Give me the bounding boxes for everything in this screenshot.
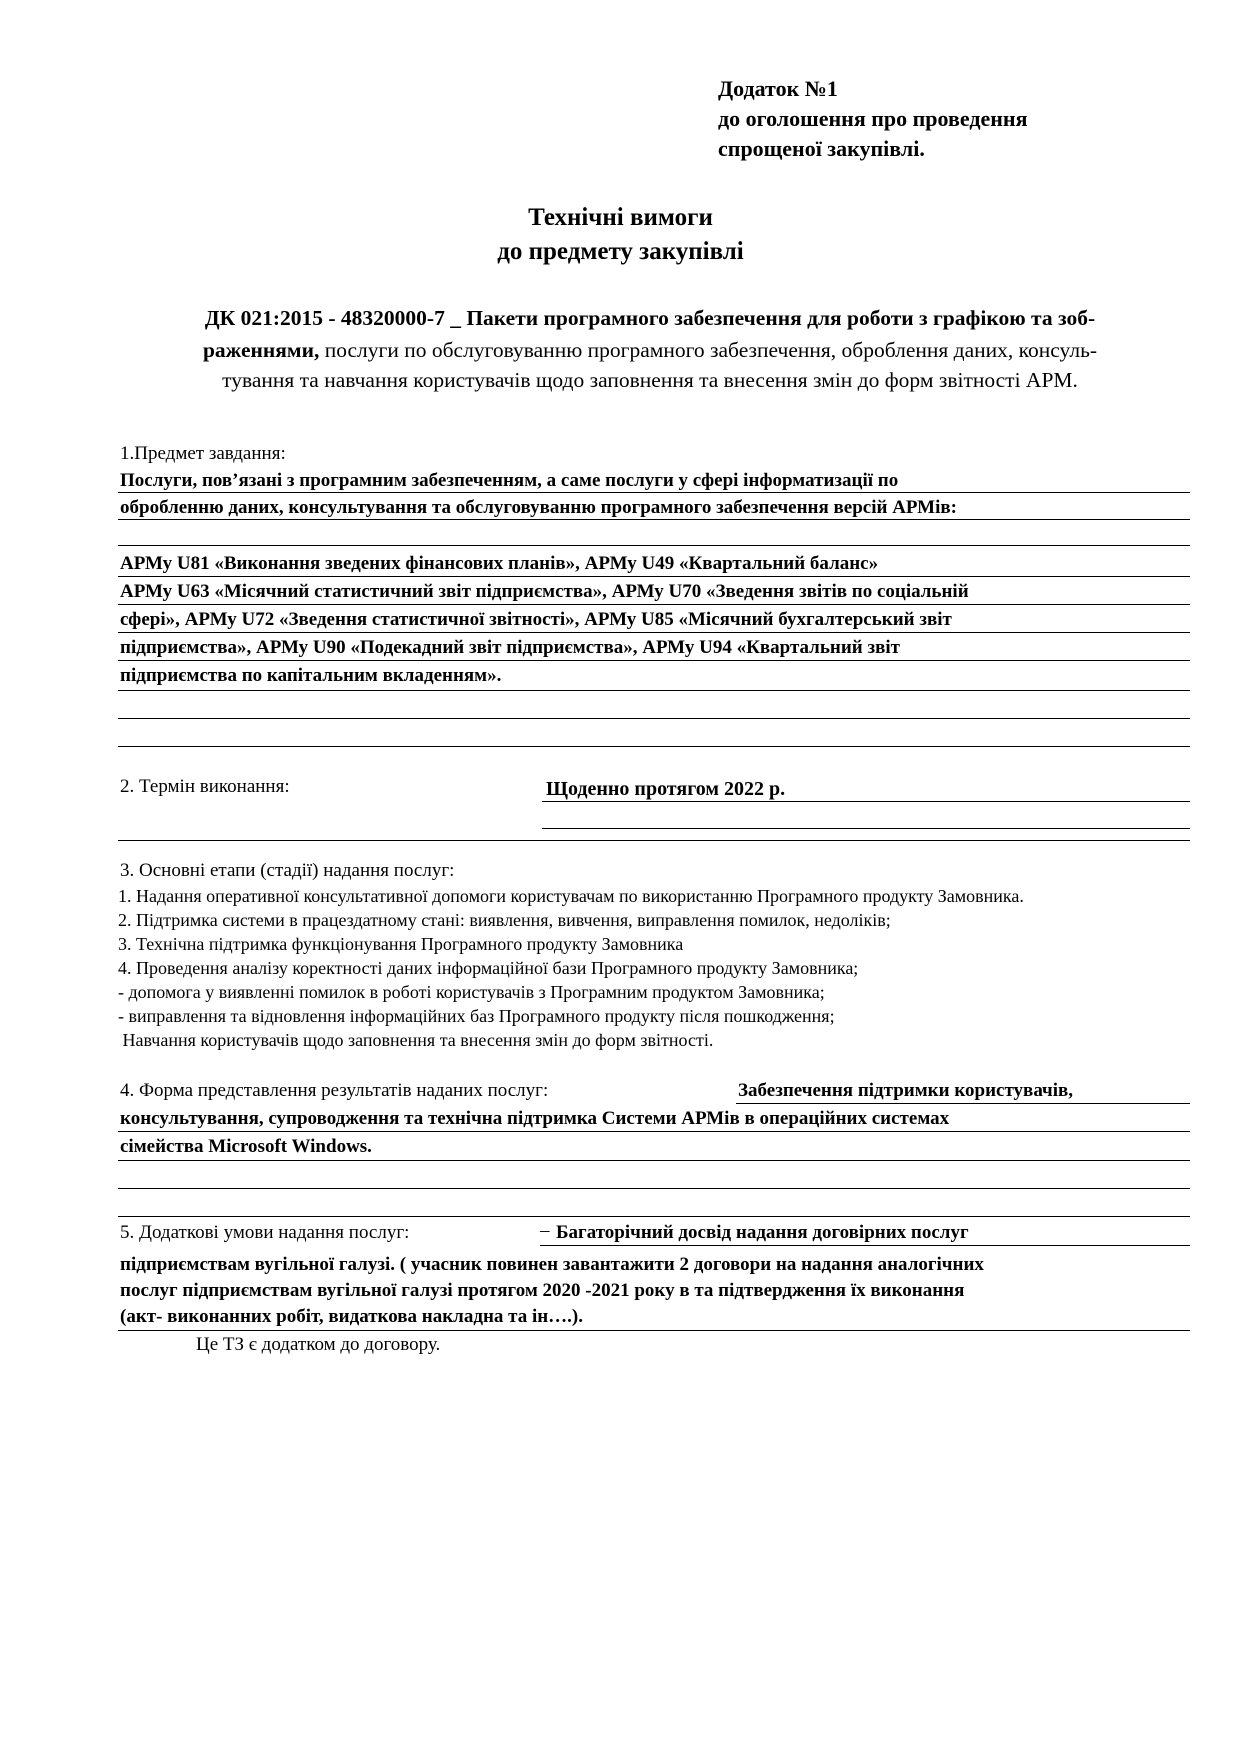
footer-note: Це ТЗ є додатком до договору. [196,1334,441,1355]
section4-value-2: консультування, супроводження та технічна підтримка Системи АРМів в операційних системах [120,1108,950,1129]
underline [542,828,1190,829]
section1-line-3: АРМу U81 «Виконання зведених фінансових планів», АРМу U49 «Квартальний баланс» [120,553,879,574]
section2-value: Щоденно протягом 2022 р. [546,778,786,800]
section3-item: Навчання користувачів щодо заповнення та внесення змін до форм звітності. [118,1030,714,1050]
section5-value-1: Багаторічний досвід надання договірних послуг [556,1222,969,1243]
underline [118,660,1190,661]
intro-line-1: ДК 021:2015 - 48320000-7 _ Пакети програмного забезпечення для роботи з графікою та зоб- [204,306,1096,330]
section4-label: 4. Форма представлення результатів наданих послуг: [120,1080,549,1101]
underline [118,492,1190,493]
section1-line-2: обробленню даних, консультування та обслуговуванню програмного забезпечення версій АРМів: [120,497,957,518]
underline [540,1245,1190,1246]
section1-line-6: підприємства», АРМу U90 «Подекадний звіт підприємства», АРМу U94 «Квартальний звіт [120,637,900,658]
underline [118,1188,1190,1189]
section4-value-1: Забезпечення підтримки користувачів, [738,1080,1074,1101]
intro-line-3: тування та навчання користувачів щодо заповнення та внесення змін до форм звітності АРМ. [222,368,1078,392]
section3-label: 3. Основні етапи (стадії) надання послуг: [120,860,455,881]
section5-value-2: підприємствам вугільної галузі. ( учасник повинен завантажити 2 договори на надання аналогічних [120,1254,984,1275]
underline [118,690,1190,691]
page-title-line-1: Технічні вимоги [528,204,713,231]
section1-line-1: Послуги, пов’язані з програмним забезпеченням, а саме послуги у сфері інформатизації по [120,470,899,491]
section3-item: 1. Надання оперативної консультативної допомоги користувачам по використанню Програмного продукту Замовника. [118,886,1024,906]
page-title-line-2: до предмету закупівлі [497,238,744,265]
section3-item: 2. Підтримка системи в працездатному стані: виявлення, вивчення, виправлення помилок, недоліків; [118,910,891,930]
annex-line-2: до оголошення про проведення [718,106,1028,131]
underline [542,801,1190,802]
section3-item: 4. Проведення аналізу коректності даних інформаційної бази Програмного продукту Замовника; [118,958,859,978]
underline [118,1160,1190,1161]
underline [118,632,1190,633]
section3-item: - допомога у виявленні помилок в роботі користувачів з Програмним продуктом Замовника; [118,982,825,1002]
section5-value-3: послуг підприємствам вугільної галузі протягом 2020 -2021 року в та підтвердження їх виконання [120,1280,965,1301]
underline [118,1216,1190,1217]
underline [118,545,1190,546]
underline [118,840,1190,841]
section5-label: 5. Додаткові умови надання послуг: [120,1222,410,1243]
section3-item: 3. Технічна підтримка функціонування Програмного продукту Замовника [118,934,684,954]
section1-label: 1.Предмет завдання: [120,443,286,464]
underline [118,576,1190,577]
annex-line-3: спрощеної закупівлі. [718,136,925,161]
section5-value-4: (акт- виконанних робіт, видаткова накладна та ін….). [120,1306,584,1327]
section2-label: 2. Термін виконання: [120,776,290,797]
intro-line-2-bold: раженнями, [202,338,320,362]
section4-value-3: сімейства Microsoft Windows. [120,1136,372,1157]
underline [118,718,1190,719]
section5-dash: – [540,1220,550,1241]
intro-line-2-rest: послуги по обслуговуванню програмного забезпечення, оброблення даних, консуль- [319,338,1098,362]
section1-line-4: АРМу U63 «Місячний статистичний звіт підприємства», АРМу U70 «Зведення звітів по соціальній [120,581,969,602]
underline [118,604,1190,605]
annex-line-1: Додаток №1 [718,76,838,101]
underline [118,746,1190,747]
section3-item: - виправлення та відновлення інформаційних баз Програмного продукту після пошкодження; [118,1006,835,1026]
underline [118,1131,1190,1132]
section1-line-5: сфері», АРМу U72 «Зведення статистичної звітності», АРМу U85 «Місячний бухгалтерський звіт [120,609,952,630]
intro-line-2 [120,338,1180,363]
underline [736,1103,1190,1104]
section1-line-7: підприємства по капітальним вкладенням». [120,665,502,686]
underline [118,1330,1190,1331]
underline [118,519,1190,520]
